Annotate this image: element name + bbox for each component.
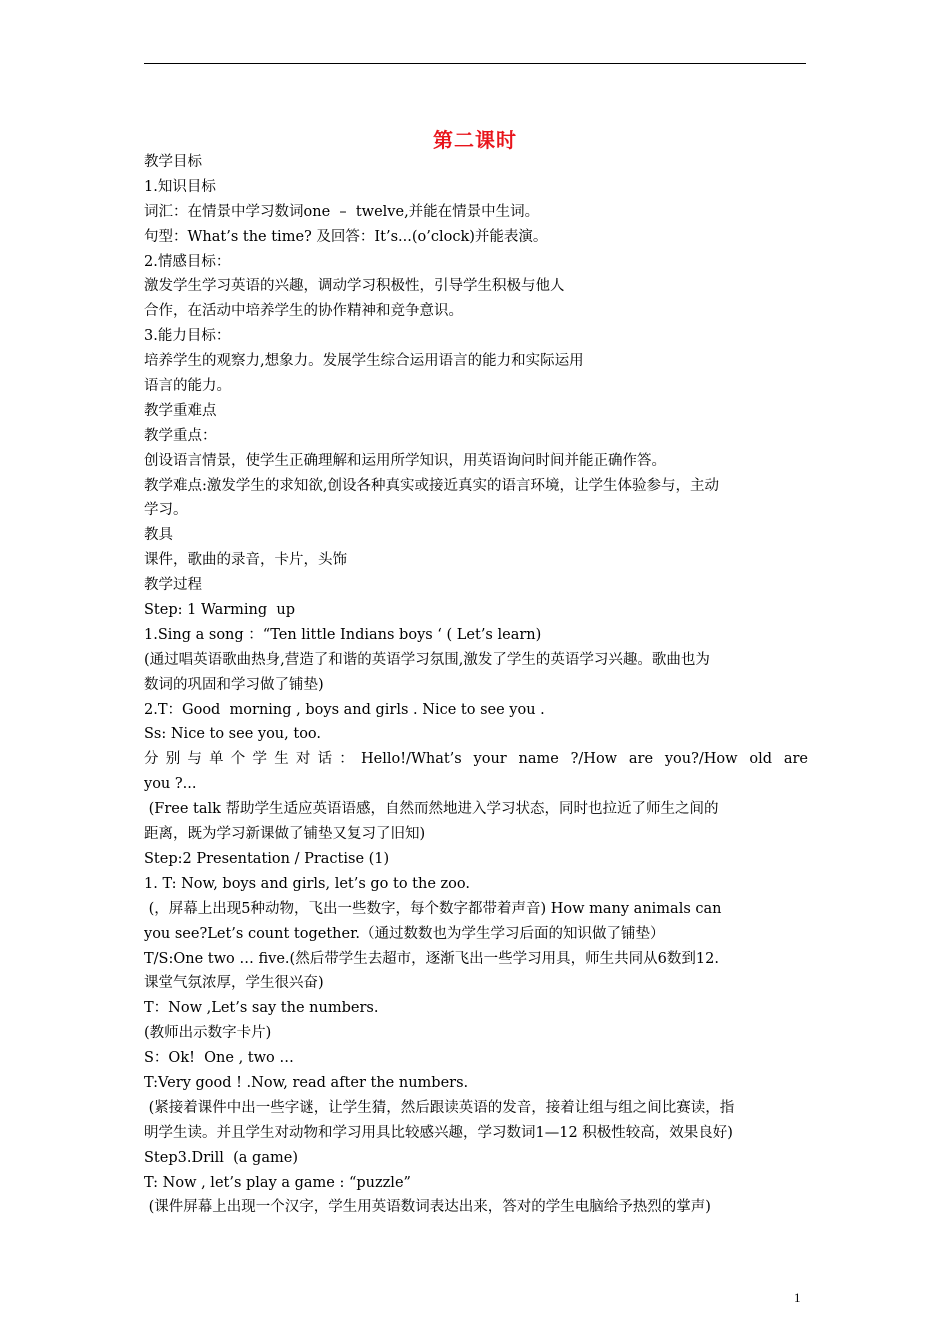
text-line: 分别与单个学生对话：Hello!/What’s your name ?/How are you?/How old are [144,751,808,768]
text-line: (教师出示数字卡片) [144,1025,272,1042]
text-line: Ss: Nice to see you, too. [144,726,322,743]
text-line: 课堂气氛浓厚，学生很兴奋) [144,975,324,992]
text-line: 教学目标 [144,154,202,170]
text-line: 2.T：Good morning , boys and girls . Nice to see you . [144,701,545,718]
text-line: 培养学生的观察力,想象力。发展学生综合运用语言的能力和实际运用 [144,353,584,370]
text-line: T：Now ,Let’s say the numbers. [144,1000,379,1017]
text-line: 3.能力目标： [144,328,231,345]
header-rule [144,63,806,64]
page-number: 1 [794,1290,801,1305]
text-line: 1.知识目标 [144,178,216,195]
text-line: 课件，歌曲的录音，卡片，头饰 [144,552,347,569]
text-line: T: Now , let’s play a game : “puzzle” [144,1174,411,1191]
text-line: 创设语言情景，使学生正确理解和运用所学知识，用英语询问时间并能正确作答。 [144,452,666,469]
text-line: 合作，在活动中培养学生的协作精神和竞争意识。 [144,303,463,320]
text-line: 教学难点:激发学生的求知欲,创设各种真实或接近真实的语言环境，让学生体验参与，主动 [144,477,719,494]
text-line: Step: 1 Warming up [144,602,296,619]
text-line: 激发学生学习英语的兴趣，调动学习积极性，引导学生积极与他人 [144,278,565,295]
text-line: 数词的巩固和学习做了铺垫) [144,676,324,693]
text-line: 语言的能力。 [144,378,231,395]
page-title: 第二课时 [433,128,517,152]
text-line: 1.Sing a song ：“Ten little Indians boys ‘ ( Let’s learn) [144,626,542,643]
text-line: (通过唱英语歌曲热身,营造了和谐的英语学习氛围,激发了学生的英语学习兴趣。歌曲也为 [144,651,710,668]
document-body [144,150,808,1220]
text-line: Step:2 Presentation / Practise (1) [144,850,390,867]
text-line: you see?Let’s count together.（通过数数也为学生学习后面的知识做了铺垫） [144,925,665,942]
text-line: you ?... [144,776,197,793]
text-line: T:Very good ! .Now, read after the numbers. [144,1074,469,1091]
text-line: S：Ok! One , two … [144,1050,294,1067]
text-line: Step3.Drill (a game) [144,1149,298,1166]
text-line: (，屏幕上出现5种动物，飞出一些数字，每个数字都带着声音) How many animals can [144,900,722,917]
text-line: T/S:One two … five.(然后带学生去超市，逐渐飞出一些学习用具，师生共同从6数到12. [144,950,719,967]
text-line: 教具 [144,527,173,544]
text-line: 2.情感目标： [144,253,231,270]
text-line: 距离，既为学习新课做了铺垫又复习了旧知) [144,826,426,843]
text-line: 教学重点： [144,427,217,444]
text-line: 明学生读。并且学生对动物和学习用具比较感兴趣，学习数词1—12 积极性较高，效果良好) [144,1124,733,1141]
text-line: (Free talk 帮助学生适应英语语感，自然而然地进入学习状态，同时也拉近了师生之间的 [144,801,719,818]
text-line: (课件屏幕上出现一个汉字，学生用英语数词表达出来，答对的学生电脑给予热烈的掌声) [144,1199,711,1216]
text-line: 教学重难点 [144,402,217,419]
text-line: 句型：What’s the time? 及回答：It’s...(o’clock)并能表演。 [144,228,548,245]
text-line: (紧接着课件中出一些字谜，让学生猜，然后跟读英语的发音，接着让组与组之间比赛读，指 [144,1099,735,1116]
text-line: 学习。 [144,502,188,519]
text-line: 词汇：在情景中学习数词one – twelve,并能在情景中生词。 [144,203,540,220]
text-line: 1. T: Now, boys and girls, let’s go to the zoo. [144,875,470,892]
text-line: 教学过程 [144,577,202,594]
